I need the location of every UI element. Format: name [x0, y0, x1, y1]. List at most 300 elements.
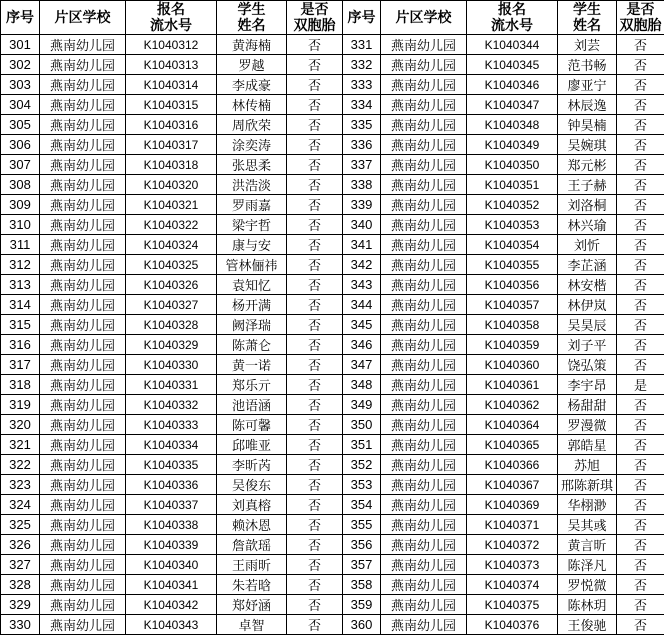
- student-name-cell: 朱若晗: [217, 575, 287, 595]
- seq-cell: 314: [1, 295, 40, 315]
- school-cell: 燕南幼儿园: [40, 75, 126, 95]
- twin-cell: 否: [617, 535, 664, 555]
- reg-number-cell: K1040337: [126, 495, 217, 515]
- student-name-cell: 吴婉琪: [558, 135, 617, 155]
- student-name-cell: 李成豪: [217, 75, 287, 95]
- school-cell: 燕南幼儿园: [40, 115, 126, 135]
- seq-cell: 348: [343, 375, 381, 395]
- twin-cell: 否: [287, 275, 343, 295]
- twin-cell: 否: [287, 475, 343, 495]
- twin-cell: 否: [287, 455, 343, 475]
- student-name-cell: 周欣荣: [217, 115, 287, 135]
- school-cell: 燕南幼儿园: [40, 295, 126, 315]
- reg-number-cell: K1040361: [467, 375, 558, 395]
- reg-number-cell: K1040324: [126, 235, 217, 255]
- reg-number-cell: K1040341: [126, 575, 217, 595]
- seq-cell: 343: [343, 275, 381, 295]
- twin-cell: 否: [617, 35, 664, 55]
- school-cell: 燕南幼儿园: [40, 235, 126, 255]
- table-row: [1, 335, 664, 355]
- school-cell: 燕南幼儿园: [381, 375, 467, 395]
- header-twin-right: [617, 1, 664, 35]
- table-row: [1, 475, 664, 495]
- seq-cell: 358: [343, 575, 381, 595]
- reg-number-cell: K1040330: [126, 355, 217, 375]
- student-name-cell: 黄一诺: [217, 355, 287, 375]
- seq-cell: 307: [1, 155, 40, 175]
- seq-cell: 306: [1, 135, 40, 155]
- seq-cell: 338: [343, 175, 381, 195]
- header-seq-right: 序号: [343, 1, 381, 35]
- twin-cell: 否: [617, 495, 664, 515]
- school-cell: 燕南幼儿园: [381, 275, 467, 295]
- seq-cell: 304: [1, 95, 40, 115]
- student-name-cell: 赖沐恩: [217, 515, 287, 535]
- twin-cell: 否: [287, 215, 343, 235]
- school-cell: 燕南幼儿园: [40, 255, 126, 275]
- school-cell: 燕南幼儿园: [40, 275, 126, 295]
- table-row: [1, 255, 664, 275]
- student-name-cell: 刘子平: [558, 335, 617, 355]
- twin-cell: 否: [287, 95, 343, 115]
- header-twin-right-line1: 是否: [626, 1, 655, 18]
- table-row: [1, 75, 664, 95]
- school-cell: 燕南幼儿园: [381, 555, 467, 575]
- table-row: [1, 235, 664, 255]
- reg-number-cell: K1040374: [467, 575, 558, 595]
- student-name-cell: 邢陈新琪: [558, 475, 617, 495]
- seq-cell: 326: [1, 535, 40, 555]
- twin-cell: 否: [617, 515, 664, 535]
- school-cell: 燕南幼儿园: [381, 575, 467, 595]
- reg-number-cell: K1040359: [467, 335, 558, 355]
- twin-cell: 否: [617, 315, 664, 335]
- twin-cell: 否: [617, 335, 664, 355]
- twin-cell: 否: [287, 195, 343, 215]
- seq-cell: 309: [1, 195, 40, 215]
- twin-cell: 否: [287, 535, 343, 555]
- reg-number-cell: K1040354: [467, 235, 558, 255]
- school-cell: 燕南幼儿园: [381, 595, 467, 615]
- school-cell: 燕南幼儿园: [40, 155, 126, 175]
- school-cell: 燕南幼儿园: [40, 175, 126, 195]
- student-name-cell: 袁知忆: [217, 275, 287, 295]
- seq-cell: 310: [1, 215, 40, 235]
- seq-cell: 342: [343, 255, 381, 275]
- header-seq: 序号: [1, 1, 40, 35]
- twin-cell: 否: [287, 295, 343, 315]
- seq-cell: 301: [1, 35, 40, 55]
- seq-cell: 337: [343, 155, 381, 175]
- student-name-cell: 阙泽瑞: [217, 315, 287, 335]
- seq-cell: 350: [343, 415, 381, 435]
- reg-number-cell: K1040316: [126, 115, 217, 135]
- twin-cell: 否: [617, 155, 664, 175]
- twin-cell: 否: [617, 235, 664, 255]
- school-cell: 燕南幼儿园: [40, 95, 126, 115]
- reg-number-cell: K1040331: [126, 375, 217, 395]
- header-twin-right-line2: 双胞胎: [619, 17, 662, 34]
- reg-number-cell: K1040375: [467, 595, 558, 615]
- school-cell: 燕南幼儿园: [381, 475, 467, 495]
- table-row: [1, 55, 664, 75]
- seq-cell: 335: [343, 115, 381, 135]
- table-row: [1, 455, 664, 475]
- school-cell: 燕南幼儿园: [381, 35, 467, 55]
- table-row: [1, 95, 664, 115]
- student-name-cell: 洪浩淡: [217, 175, 287, 195]
- school-cell: 燕南幼儿园: [40, 575, 126, 595]
- table-row: [1, 115, 664, 135]
- header-reg-line2: 流水号: [150, 17, 192, 34]
- school-cell: 燕南幼儿园: [381, 135, 467, 155]
- twin-cell: 否: [287, 315, 343, 335]
- seq-cell: 322: [1, 455, 40, 475]
- student-name-cell: 郑乐亓: [217, 375, 287, 395]
- seq-cell: 308: [1, 175, 40, 195]
- table-row: [1, 575, 664, 595]
- student-name-cell: 郑元彬: [558, 155, 617, 175]
- header-twin-line1: 是否: [300, 1, 329, 18]
- reg-number-cell: K1040321: [126, 195, 217, 215]
- twin-cell: 否: [617, 55, 664, 75]
- header-name-right-line2: 姓名: [573, 17, 601, 34]
- student-name-cell: 刘芸: [558, 35, 617, 55]
- school-cell: 燕南幼儿园: [381, 515, 467, 535]
- twin-cell: 否: [287, 395, 343, 415]
- twin-cell: 否: [617, 415, 664, 435]
- twin-cell: 否: [617, 435, 664, 455]
- reg-number-cell: K1040353: [467, 215, 558, 235]
- twin-cell: 否: [617, 455, 664, 475]
- reg-number-cell: K1040343: [126, 615, 217, 635]
- seq-cell: 329: [1, 595, 40, 615]
- seq-cell: 316: [1, 335, 40, 355]
- twin-cell: 否: [287, 255, 343, 275]
- student-name-cell: 池语涵: [217, 395, 287, 415]
- twin-cell: 否: [287, 575, 343, 595]
- school-cell: 燕南幼儿园: [40, 535, 126, 555]
- school-cell: 燕南幼儿园: [40, 195, 126, 215]
- table-row: [1, 555, 664, 575]
- twin-cell: 否: [287, 355, 343, 375]
- seq-cell: 327: [1, 555, 40, 575]
- seq-cell: 356: [343, 535, 381, 555]
- twin-cell: 否: [617, 475, 664, 495]
- seq-cell: 317: [1, 355, 40, 375]
- reg-number-cell: K1040344: [467, 35, 558, 55]
- seq-cell: 331: [343, 35, 381, 55]
- twin-cell: 否: [617, 555, 664, 575]
- reg-number-cell: K1040320: [126, 175, 217, 195]
- table-row: [1, 395, 664, 415]
- school-cell: 燕南幼儿园: [40, 315, 126, 335]
- student-name-cell: 罗雨嘉: [217, 195, 287, 215]
- school-cell: 燕南幼儿园: [381, 115, 467, 135]
- reg-number-cell: K1040313: [126, 55, 217, 75]
- table-row: [1, 35, 664, 55]
- student-name-cell: 范书畅: [558, 55, 617, 75]
- student-name-cell: 黄海楠: [217, 35, 287, 55]
- school-cell: 燕南幼儿园: [381, 55, 467, 75]
- student-name-cell: 苏旭: [558, 455, 617, 475]
- seq-cell: 351: [343, 435, 381, 455]
- table-row: [1, 135, 664, 155]
- twin-cell: 否: [617, 115, 664, 135]
- seq-cell: 332: [343, 55, 381, 75]
- school-cell: 燕南幼儿园: [40, 35, 126, 55]
- table-row: [1, 415, 664, 435]
- seq-cell: 349: [343, 395, 381, 415]
- seq-cell: 305: [1, 115, 40, 135]
- twin-cell: 否: [287, 235, 343, 255]
- student-name-cell: 陈泽凡: [558, 555, 617, 575]
- reg-number-cell: K1040352: [467, 195, 558, 215]
- reg-number-cell: K1040358: [467, 315, 558, 335]
- table-row: [1, 315, 664, 335]
- student-name-cell: 杨开满: [217, 295, 287, 315]
- school-cell: 燕南幼儿园: [40, 435, 126, 455]
- twin-cell: 否: [287, 175, 343, 195]
- school-cell: 燕南幼儿园: [381, 495, 467, 515]
- reg-number-cell: K1040346: [467, 75, 558, 95]
- school-cell: 燕南幼儿园: [40, 335, 126, 355]
- school-cell: 燕南幼儿园: [381, 395, 467, 415]
- reg-number-cell: K1040364: [467, 415, 558, 435]
- reg-number-cell: K1040339: [126, 535, 217, 555]
- school-cell: 燕南幼儿园: [381, 355, 467, 375]
- student-name-cell: 涂奕涛: [217, 135, 287, 155]
- seq-cell: 340: [343, 215, 381, 235]
- reg-number-cell: K1040326: [126, 275, 217, 295]
- student-name-cell: 林兴瑜: [558, 215, 617, 235]
- student-name-cell: 华栩渺: [558, 495, 617, 515]
- seq-cell: 330: [1, 615, 40, 635]
- table-row: [1, 595, 664, 615]
- seq-cell: 323: [1, 475, 40, 495]
- reg-number-cell: K1040349: [467, 135, 558, 155]
- twin-cell: 否: [617, 295, 664, 315]
- seq-cell: 325: [1, 515, 40, 535]
- student-name-cell: 李昕芮: [217, 455, 287, 475]
- table-row: [1, 275, 664, 295]
- twin-cell: 否: [287, 555, 343, 575]
- seq-cell: 352: [343, 455, 381, 475]
- header-school: 片区学校: [40, 1, 126, 35]
- header-name-line2: 姓名: [237, 17, 266, 34]
- seq-cell: 311: [1, 235, 40, 255]
- student-name-cell: 李芷涵: [558, 255, 617, 275]
- twin-cell: 否: [287, 595, 343, 615]
- student-name-cell: 梁宇哲: [217, 215, 287, 235]
- seq-cell: 344: [343, 295, 381, 315]
- reg-number-cell: K1040329: [126, 335, 217, 355]
- reg-number-cell: K1040347: [467, 95, 558, 115]
- reg-number-cell: K1040328: [126, 315, 217, 335]
- student-name-cell: 管林俪祎: [217, 255, 287, 275]
- twin-cell: 否: [617, 95, 664, 115]
- table-row: [1, 535, 664, 555]
- seq-cell: 347: [343, 355, 381, 375]
- twin-cell: 否: [617, 575, 664, 595]
- seq-cell: 355: [343, 515, 381, 535]
- header-twin: [287, 1, 343, 35]
- school-cell: 燕南幼儿园: [381, 175, 467, 195]
- student-name-cell: 林辰逸: [558, 95, 617, 115]
- school-cell: 燕南幼儿园: [381, 335, 467, 355]
- seq-cell: 312: [1, 255, 40, 275]
- table-row: [1, 615, 664, 635]
- school-cell: 燕南幼儿园: [40, 515, 126, 535]
- header-name-right: [558, 1, 617, 35]
- twin-cell: 否: [617, 215, 664, 235]
- reg-number-cell: K1040315: [126, 95, 217, 115]
- reg-number-cell: K1040360: [467, 355, 558, 375]
- school-cell: 燕南幼儿园: [381, 535, 467, 555]
- seq-cell: 313: [1, 275, 40, 295]
- reg-number-cell: K1040371: [467, 515, 558, 535]
- table-row: [1, 495, 664, 515]
- student-name-cell: 刘真榕: [217, 495, 287, 515]
- student-name-cell: 陈林玥: [558, 595, 617, 615]
- student-name-cell: 钟昊楠: [558, 115, 617, 135]
- twin-cell: 否: [617, 135, 664, 155]
- seq-cell: 354: [343, 495, 381, 515]
- seq-cell: 341: [343, 235, 381, 255]
- twin-cell: 否: [287, 75, 343, 95]
- header-school-right: 片区学校: [381, 1, 467, 35]
- student-name-cell: 罗越: [217, 55, 287, 75]
- school-cell: 燕南幼儿园: [40, 395, 126, 415]
- student-name-cell: 张思柔: [217, 155, 287, 175]
- school-cell: 燕南幼儿园: [40, 495, 126, 515]
- student-name-cell: 郑妤涵: [217, 595, 287, 615]
- seq-cell: 353: [343, 475, 381, 495]
- reg-number-cell: K1040366: [467, 455, 558, 475]
- student-name-cell: 黄言昕: [558, 535, 617, 555]
- student-name-cell: 罗悦微: [558, 575, 617, 595]
- school-cell: 燕南幼儿园: [381, 155, 467, 175]
- twin-cell: 否: [287, 375, 343, 395]
- reg-number-cell: K1040333: [126, 415, 217, 435]
- reg-number-cell: K1040350: [467, 155, 558, 175]
- reg-number-cell: K1040369: [467, 495, 558, 515]
- school-cell: 燕南幼儿园: [40, 215, 126, 235]
- header-reg: [126, 1, 217, 35]
- school-cell: 燕南幼儿园: [381, 195, 467, 215]
- seq-cell: 345: [343, 315, 381, 335]
- reg-number-cell: K1040367: [467, 475, 558, 495]
- student-name-cell: 詹歆瑶: [217, 535, 287, 555]
- reg-number-cell: K1040376: [467, 615, 558, 635]
- table-body: [1, 35, 664, 635]
- twin-cell: 否: [287, 55, 343, 75]
- school-cell: 燕南幼儿园: [40, 595, 126, 615]
- seq-cell: 333: [343, 75, 381, 95]
- school-cell: 燕南幼儿园: [40, 555, 126, 575]
- reg-number-cell: K1040340: [126, 555, 217, 575]
- reg-number-cell: K1040356: [467, 275, 558, 295]
- table-row: [1, 295, 664, 315]
- school-cell: 燕南幼儿园: [40, 455, 126, 475]
- seq-cell: 321: [1, 435, 40, 455]
- reg-number-cell: K1040336: [126, 475, 217, 495]
- reg-number-cell: K1040318: [126, 155, 217, 175]
- student-name-cell: 刘忻: [558, 235, 617, 255]
- reg-number-cell: K1040325: [126, 255, 217, 275]
- reg-number-cell: K1040338: [126, 515, 217, 535]
- twin-cell: 是: [617, 375, 664, 395]
- header-name-line1: 学生: [237, 1, 266, 18]
- header-reg-line1: 报名: [157, 1, 185, 18]
- reg-number-cell: K1040372: [467, 535, 558, 555]
- header-name-right-line1: 学生: [573, 1, 601, 18]
- school-cell: 燕南幼儿园: [40, 415, 126, 435]
- twin-cell: 否: [287, 615, 343, 635]
- school-cell: 燕南幼儿园: [40, 55, 126, 75]
- header-twin-line2: 双胞胎: [293, 17, 336, 34]
- twin-cell: 否: [287, 35, 343, 55]
- reg-number-cell: K1040357: [467, 295, 558, 315]
- student-name-cell: 陈可馨: [217, 415, 287, 435]
- school-cell: 燕南幼儿园: [381, 215, 467, 235]
- reg-number-cell: K1040351: [467, 175, 558, 195]
- twin-cell: 否: [617, 395, 664, 415]
- school-cell: 燕南幼儿园: [40, 615, 126, 635]
- twin-cell: 否: [287, 115, 343, 135]
- twin-cell: 否: [617, 195, 664, 215]
- twin-cell: 否: [617, 255, 664, 275]
- header-reg-right-line2: 流水号: [491, 17, 533, 34]
- student-name-cell: 吴昊辰: [558, 315, 617, 335]
- reg-number-cell: K1040373: [467, 555, 558, 575]
- student-name-cell: 饶弘策: [558, 355, 617, 375]
- header-name: [217, 1, 287, 35]
- reg-number-cell: K1040334: [126, 435, 217, 455]
- school-cell: 燕南幼儿园: [40, 475, 126, 495]
- reg-number-cell: K1040362: [467, 395, 558, 415]
- school-cell: 燕南幼儿园: [381, 315, 467, 335]
- table-row: [1, 215, 664, 235]
- twin-cell: 否: [617, 275, 664, 295]
- twin-cell: 否: [287, 515, 343, 535]
- school-cell: 燕南幼儿园: [381, 75, 467, 95]
- student-name-cell: 刘洛桐: [558, 195, 617, 215]
- reg-number-cell: K1040365: [467, 435, 558, 455]
- school-cell: 燕南幼儿园: [40, 355, 126, 375]
- table-row: [1, 355, 664, 375]
- seq-cell: 334: [343, 95, 381, 115]
- table-row: [1, 155, 664, 175]
- school-cell: 燕南幼儿园: [381, 415, 467, 435]
- seq-cell: 360: [343, 615, 381, 635]
- twin-cell: 否: [287, 495, 343, 515]
- student-name-cell: 陈萧仑: [217, 335, 287, 355]
- student-name-cell: 郭皓星: [558, 435, 617, 455]
- student-name-cell: 卓智: [217, 615, 287, 635]
- twin-cell: 否: [287, 335, 343, 355]
- seq-cell: 302: [1, 55, 40, 75]
- seq-cell: 315: [1, 315, 40, 335]
- header-row: [1, 1, 664, 35]
- reg-number-cell: K1040322: [126, 215, 217, 235]
- table-row: [1, 375, 664, 395]
- seq-cell: 328: [1, 575, 40, 595]
- student-name-cell: 罗漫微: [558, 415, 617, 435]
- reg-number-cell: K1040345: [467, 55, 558, 75]
- header-reg-right: [467, 1, 558, 35]
- twin-cell: 否: [617, 355, 664, 375]
